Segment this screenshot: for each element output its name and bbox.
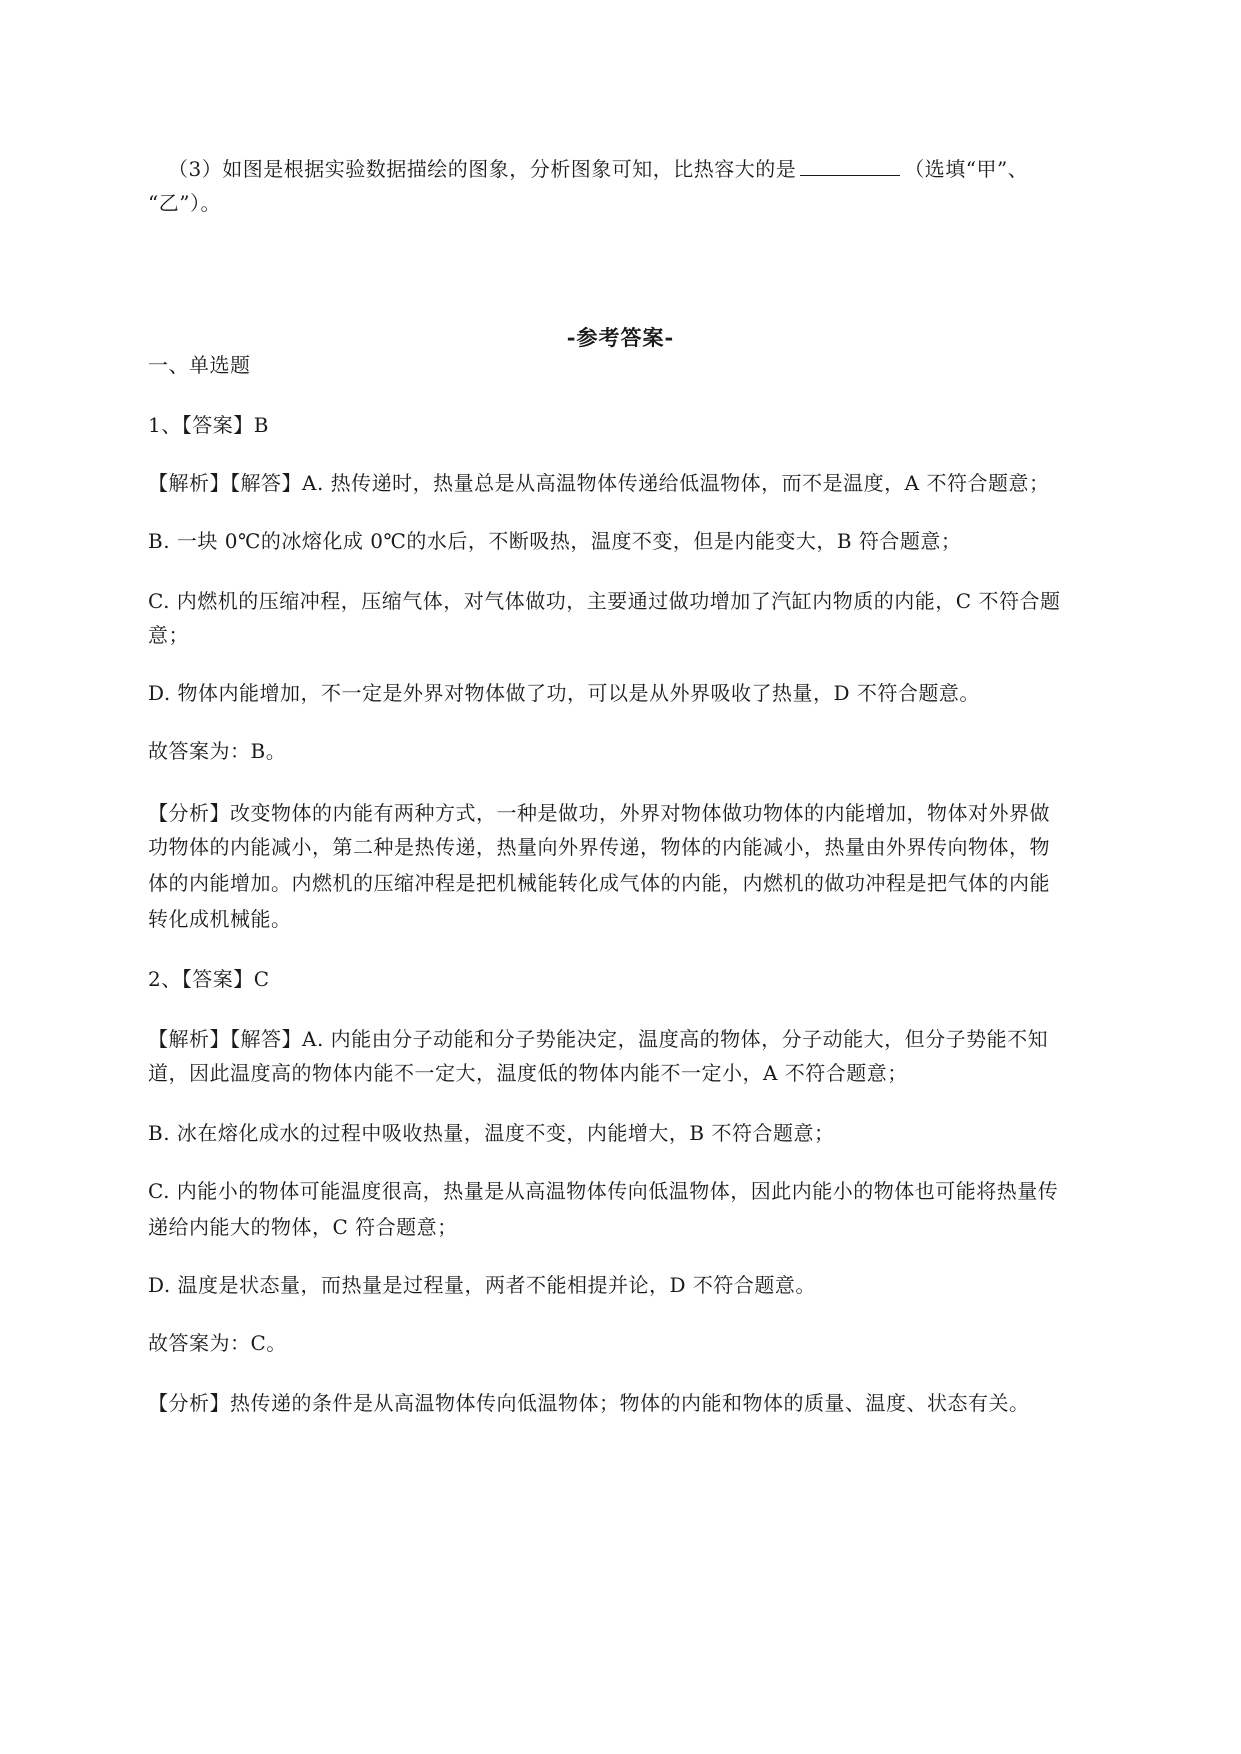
q2-analysis-a-line-2: 道，因此温度高的物体内能不一定大，温度低的物体内能不一定小，A 不符合题意； xyxy=(148,1061,908,1085)
q2-answer: 2、【答案】C xyxy=(148,967,270,991)
q1-fenxi-line-2: 功物体的内能减小，第二种是热传递，热量向外界传递，物体的内能减小，热量由外界传向物体，物 xyxy=(148,835,1050,859)
question-3-line-2: “乙”）。 xyxy=(148,191,221,215)
q2-analysis-c-line-2: 递给内能大的物体，C 符合题意； xyxy=(148,1215,458,1239)
q2-analysis-d: D. 温度是状态量，而热量是过程量，两者不能相提并论，D 不符合题意。 xyxy=(148,1273,816,1297)
q1-analysis-a: 【解析】【解答】A. 热传递时，热量总是从高温物体传递给低温物体，而不是温度，A 不符合题意； xyxy=(148,471,1050,495)
q2-analysis-c-line-1: C. 内能小的物体可能温度很高，热量是从高温物体传向低温物体，因此内能小的物体也可能将热量传 xyxy=(148,1179,1059,1203)
q2-analysis-b: B. 冰在熔化成水的过程中吸收热量，温度不变，内能增大，B 不符合题意； xyxy=(148,1121,835,1145)
question-3-options: （选填“甲”、 xyxy=(904,157,1029,181)
q2-conclusion: 故答案为：C。 xyxy=(148,1331,287,1355)
q1-answer: 1、【答案】B xyxy=(148,413,269,437)
q1-analysis-c-line-2: 意； xyxy=(148,623,189,647)
q1-analysis-b: B. 一块 0℃的冰熔化成 0℃的水后，不断吸热，温度不变，但是内能变大，B 符合题意； xyxy=(148,529,962,553)
question-3-text: （3）如图是根据实验数据描绘的图象，分析图象可知，比热容大的是 xyxy=(168,157,797,181)
answer-blank xyxy=(800,149,900,176)
q1-fenxi-line-4: 转化成机械能。 xyxy=(148,907,292,931)
q2-fenxi: 【分析】热传递的条件是从高温物体传向低温物体；物体的内能和物体的质量、温度、状态有关。 xyxy=(148,1391,1030,1415)
q1-analysis-c-line-1: C. 内燃机的压缩冲程，压缩气体，对气体做功，主要通过做功增加了汽缸内物质的内能，C 不符合题 xyxy=(148,589,1061,613)
section-heading: 一、单选题 xyxy=(148,353,251,377)
q1-conclusion: 故答案为：B。 xyxy=(148,739,287,763)
q2-analysis-a-line-1: 【解析】【解答】A. 内能由分子动能和分子势能决定，温度高的物体，分子动能大，但分子势能不知 xyxy=(148,1027,1049,1051)
answers-title: -参考答案- xyxy=(566,325,675,350)
q1-analysis-d: D. 物体内能增加，不一定是外界对物体做了功，可以是从外界吸收了热量，D 不符合题意。 xyxy=(148,681,980,705)
q1-fenxi-line-3: 体的内能增加。内燃机的压缩冲程是把机械能转化成气体的内能，内燃机的做功冲程是把气体的内能 xyxy=(148,871,1050,895)
q1-fenxi-line-1: 【分析】改变物体的内能有两种方式，一种是做功，外界对物体做功物体的内能增加，物体对外界做 xyxy=(148,801,1050,825)
